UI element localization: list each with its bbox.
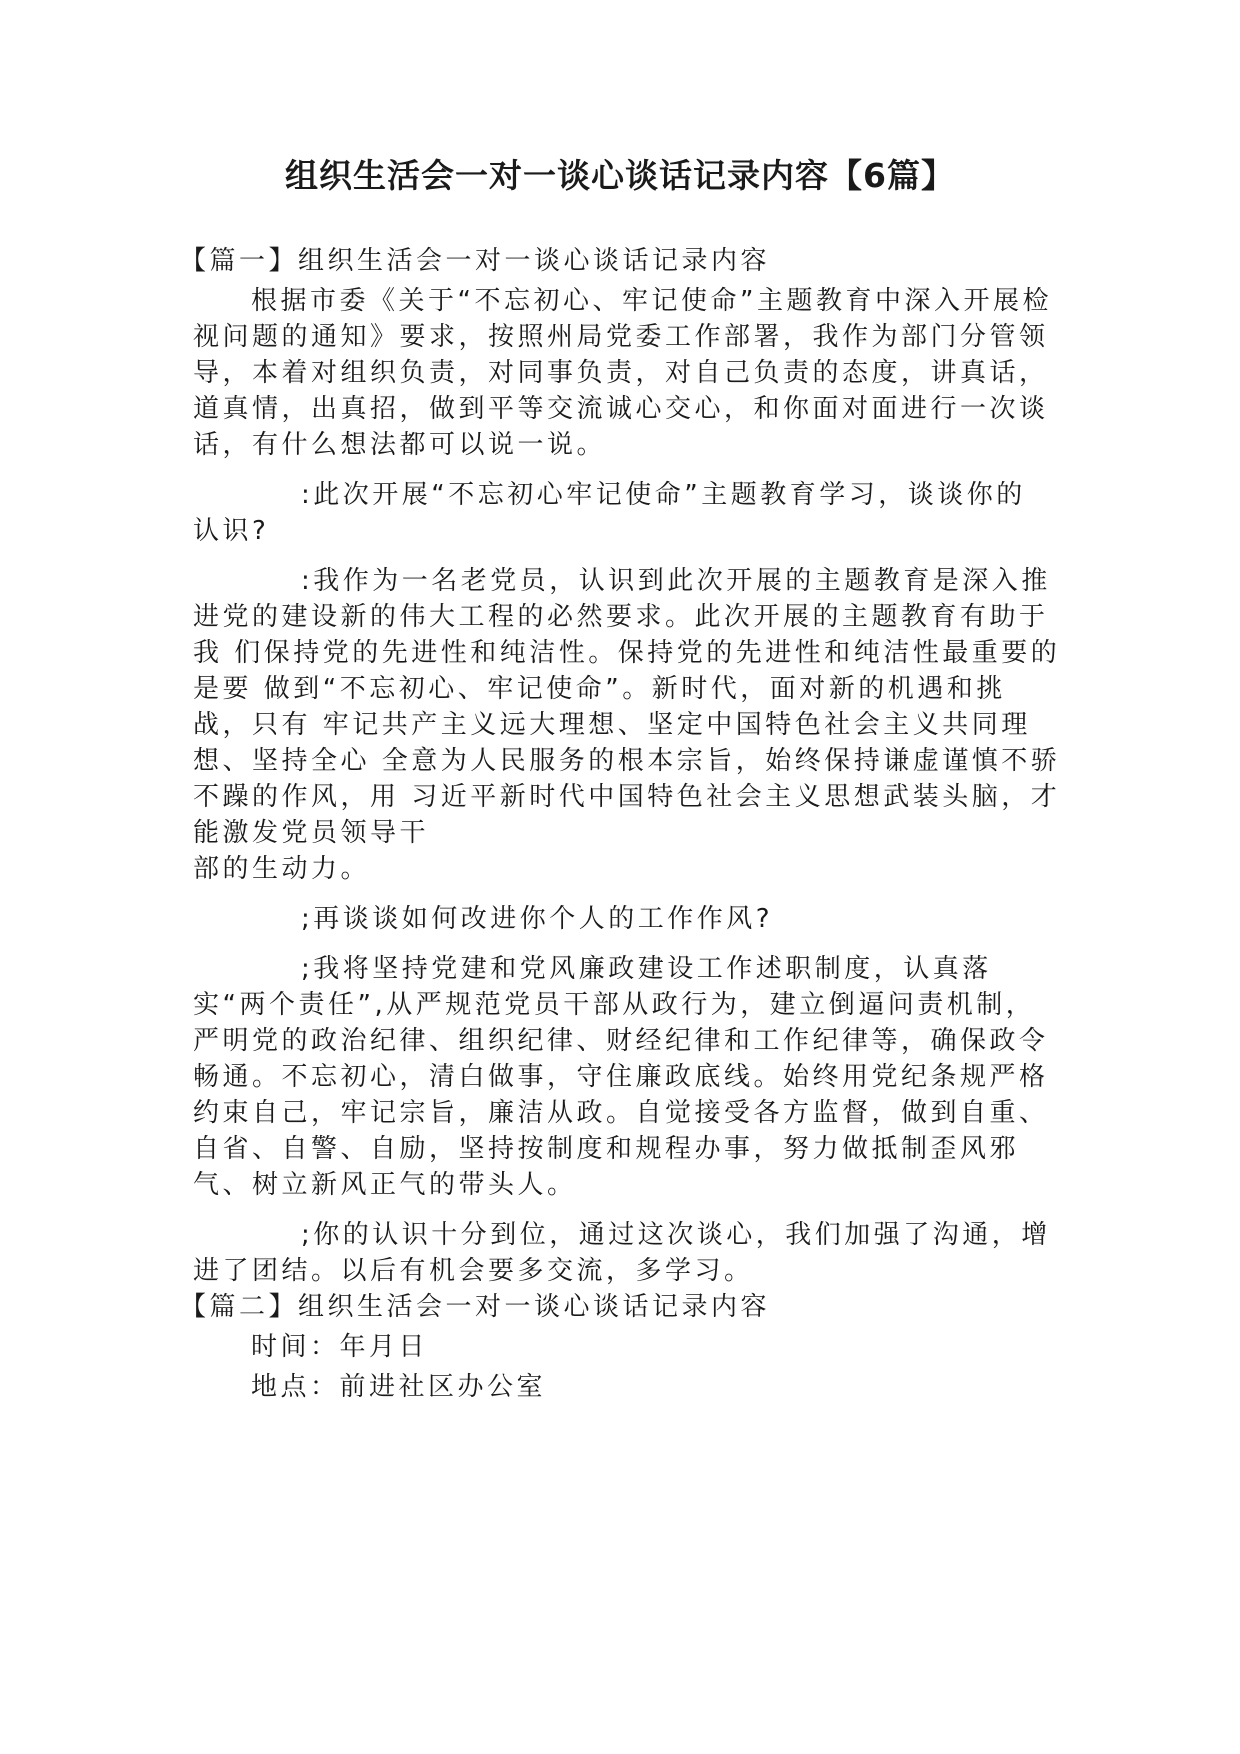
question-2: ;再谈谈如何改进你个人的工作作风? [301, 904, 774, 934]
answer-1-tail: 部的生动力。 [193, 854, 371, 884]
answer-1: :我作为一名老党员，认识到此次开展的主题教育是深入推 进党的建设新的伟大工程的必然要求。此次开展的主题教育有助于我 们保持党的先进性和纯洁性。保持党的先进性和纯洁性最重要的是要 做到“不忘初心、牢记使命”。新时代，面对新的机遇和挑战，只有 牢记共产主义远大理想、坚定中国特色社会主义共同理想、坚持全心 全意为人民服务的根本宗旨，始终保持谦虚谨慎不骄不躁的作风，用 习近平新时代中国特色社会主义思想武装头脑，才能激发党员领导干 [193, 566, 1061, 848]
question-1: :此次开展“不忘初心牢记使命”主题教育学习，谈谈你的 认识? [193, 480, 1026, 546]
meeting-time: 时间：年月日 [251, 1332, 429, 1362]
section-1-heading: 【篇一】组织生活会一对一谈心谈话记录内容 [180, 246, 771, 276]
document-body [180, 243, 1063, 1405]
closing-remark: ;你的认识十分到位，通过这次谈心，我们加强了沟通，增进了团结。以后有机会要多交流，多学习。 [193, 1220, 1051, 1286]
answer-2: ;我将坚持党建和党风廉政建设工作述职制度，认真落实“两个责任”,从严规范党员干部从政行为，建立倒逼问责机制，严明党的政治纪律、组织纪律、财经纪律和工作纪律等，确保政令畅通。不忘初心，清白做事，守住廉政底线。始终用党纪条规严格约束自己，牢记宗旨，廉洁从政。自觉接受各方监督，做到自重、自省、自警、自励，坚持按制度和规程办事，努力做抵制歪风邪气、树立新风正气的带头人。 [193, 954, 1049, 1200]
meeting-place: 地点：前进社区办公室 [251, 1372, 547, 1402]
document-title: 组织生活会一对一谈心谈话记录内容【6篇】 [285, 156, 955, 195]
section-1-intro: 根据市委《关于“不忘初心、牢记使命”主题教育中深入开展检视问题的通知》要求，按照州局党委工作部署，我作为部门分管领导，本着对组织负责，对同事负责，对自己负责的态度，讲真话，道真情，出真招，做到平等交流诚心交心，和你面对面进行一次谈话，有什么想法都可以说一说。 [193, 286, 1052, 460]
section-2-heading: 【篇二】组织生活会一对一谈心谈话记录内容 [180, 1292, 771, 1322]
